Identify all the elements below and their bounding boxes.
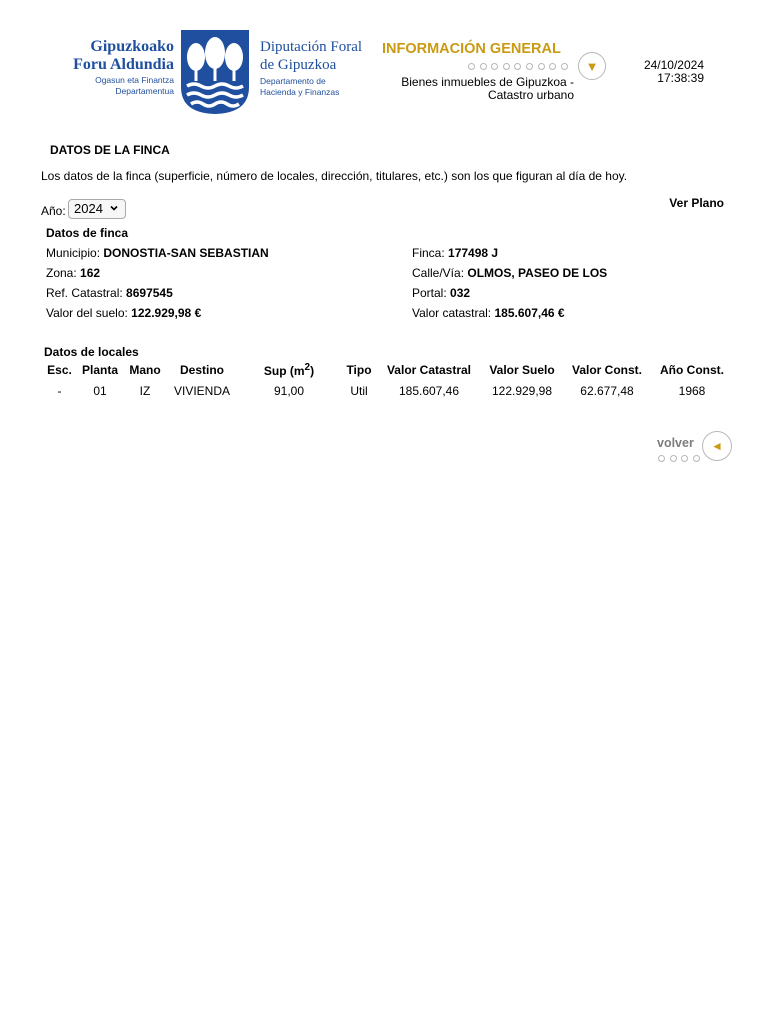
finca-label: Finca:: [412, 246, 445, 260]
volver-button[interactable]: [702, 431, 732, 461]
volver-link[interactable]: volver: [657, 436, 694, 450]
datetime: [630, 59, 704, 85]
column-header: Esc.: [47, 363, 72, 377]
dot-icon: [526, 63, 533, 70]
left-triangle-icon: ◄: [711, 439, 723, 453]
finca-section-title: Datos de finca: [46, 226, 129, 240]
locales-section-title: Datos de locales: [44, 345, 139, 359]
calle-label: Calle/Vía:: [412, 266, 465, 280]
logo-line: de Gipuzkoa: [260, 57, 337, 73]
column-header: Destino: [179, 363, 224, 377]
table-cell: 01: [93, 384, 107, 398]
table-header-row: [42, 362, 733, 384]
municipio-label: Municipio:: [46, 246, 101, 260]
ver-plano-link[interactable]: Ver Plano: [669, 196, 724, 210]
logo-line: Departamentua: [115, 86, 174, 96]
dot-icon: [538, 63, 545, 70]
ref-catastral-label: Ref. Catastral:: [46, 286, 123, 300]
dot-icon: [561, 63, 568, 70]
info-menu-button[interactable]: [578, 52, 606, 80]
dot-icon: [658, 455, 665, 462]
column-header-sup: [237, 362, 341, 384]
finca-field: [412, 246, 498, 260]
zona-field: [46, 266, 100, 280]
logo-line: Foru Aldundia: [73, 56, 174, 73]
down-triangle-icon: ▼: [585, 58, 599, 74]
portal-field: [412, 286, 470, 300]
logo-line: Gipuzkoako: [90, 38, 174, 55]
dot-icon: [693, 455, 700, 462]
sup-header-close: ): [310, 364, 315, 378]
portal-label: Portal:: [412, 286, 447, 300]
valor-suelo-label: Valor del suelo:: [46, 306, 128, 320]
decorative-dots: [658, 455, 704, 473]
logo-text-basque: [58, 38, 174, 97]
valor-catastral-label: Valor catastral:: [412, 306, 492, 320]
municipio-value: DONOSTIA-SAN SEBASTIAN: [103, 246, 269, 260]
page-title: DATOS DE LA FINCA: [50, 143, 170, 157]
sup-header-text: Sup (m: [263, 364, 305, 378]
finca-value: 177498 J: [448, 246, 499, 260]
column-header: Planta: [81, 363, 118, 377]
municipio-field: [46, 246, 269, 260]
time-text: 17:38:39: [657, 71, 704, 85]
table-cell: 91,00: [273, 384, 305, 398]
info-subtitle-line: Catastro urbano: [487, 88, 574, 102]
zona-label: Zona:: [46, 266, 77, 280]
zona-value: 162: [80, 266, 101, 280]
table-cell: 122.929,98: [491, 384, 553, 398]
column-header: Mano: [129, 363, 161, 377]
dot-icon: [514, 63, 521, 70]
locales-table: [42, 362, 733, 398]
table-cell: 185.607,46: [398, 384, 460, 398]
info-title: INFORMACIÓN GENERAL: [382, 41, 561, 57]
column-header: Valor Catastral: [386, 363, 472, 377]
column-header: Valor Suelo: [489, 363, 555, 377]
column-header: Valor Const.: [571, 363, 642, 377]
table-cell: Util: [350, 384, 368, 398]
logo-line: Departamento de: [260, 76, 326, 86]
info-subtitle-line: Bienes inmuebles de Gipuzkoa -: [401, 75, 574, 89]
calle-field: [412, 266, 607, 280]
dot-icon: [503, 63, 510, 70]
year-select[interactable]: [68, 199, 126, 219]
logo-line: Ogasun eta Finantza: [95, 75, 174, 85]
chevron-down-icon: [109, 203, 119, 213]
logo-text-spanish: [260, 38, 380, 98]
column-header: Tipo: [346, 363, 372, 377]
table-row: [42, 384, 733, 398]
dot-icon: [549, 63, 556, 70]
table-cell: VIVIENDA: [173, 384, 230, 398]
intro-text: Los datos de la finca (superficie, número de locales, dirección, titulares, etc.) son los que figuran al día de hoy.: [41, 169, 628, 183]
gipuzkoa-shield-logo: [180, 29, 250, 115]
date-text: 24/10/2024: [643, 58, 704, 72]
ref-catastral-field: [46, 286, 173, 300]
logo-line: Hacienda y Finanzas: [260, 87, 340, 97]
column-header: Año Const.: [660, 363, 724, 377]
table-cell: -: [57, 384, 62, 398]
table-cell: IZ: [139, 384, 151, 398]
info-subtitle: [380, 76, 574, 102]
valor-catastral-field: [412, 306, 565, 320]
year-select-value: 2024: [74, 201, 103, 216]
sup-superscript: 2: [304, 362, 311, 373]
dot-icon: [491, 63, 498, 70]
year-label: Año:: [41, 204, 66, 218]
dot-icon: [670, 455, 677, 462]
table-cell: 1968: [678, 384, 706, 398]
dot-icon: [480, 63, 487, 70]
valor-suelo-field: [46, 306, 201, 320]
ref-catastral-value: 8697545: [126, 286, 173, 300]
table-cell: 62.677,48: [580, 384, 634, 398]
valor-catastral-value: 185.607,46 €: [494, 306, 565, 320]
calle-value: OLMOS, PASEO DE LOS: [467, 266, 608, 280]
logo-line: Diputación Foral: [260, 39, 363, 55]
valor-suelo-value: 122.929,98 €: [131, 306, 202, 320]
dot-icon: [468, 63, 475, 70]
portal-value: 032: [450, 286, 471, 300]
dot-icon: [681, 455, 688, 462]
